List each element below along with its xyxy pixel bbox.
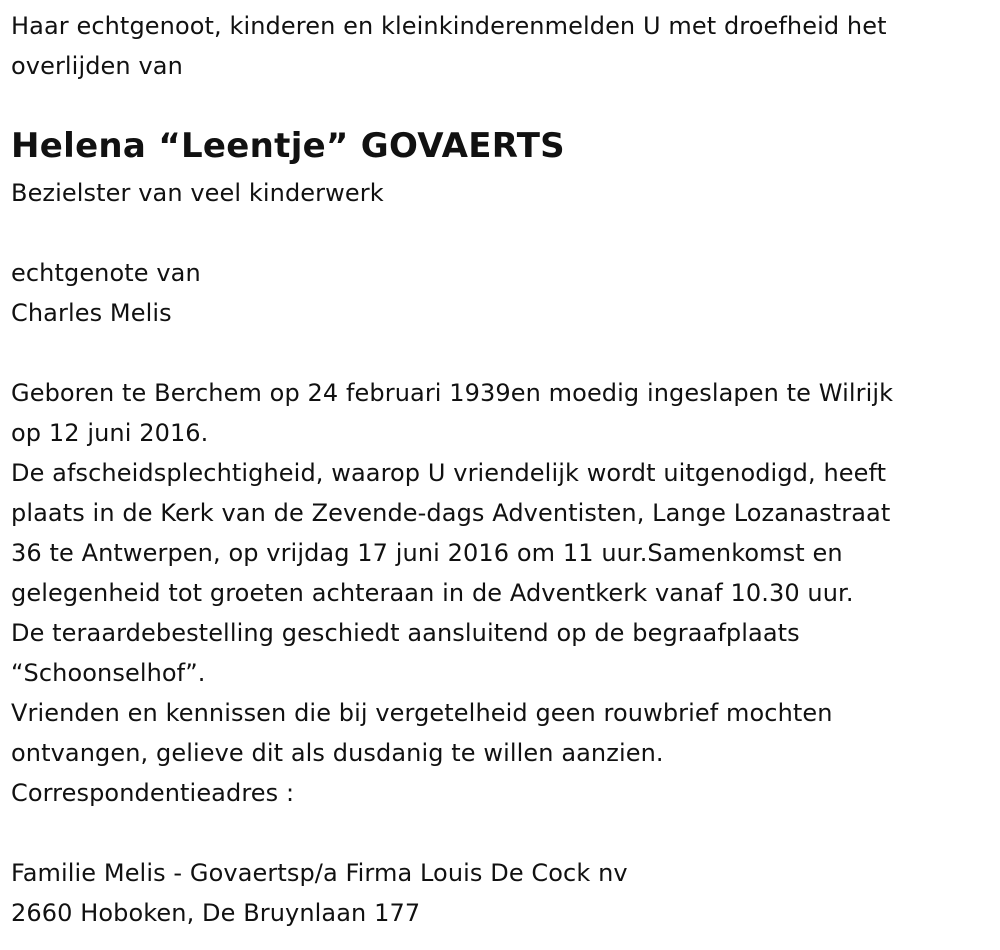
body-line-9: Vrienden en kennissen die bij vergetelheid geen rouwbrief mochten (11, 699, 833, 727)
address-line-1: Familie Melis - Govaertsp/a Firma Louis De Cock nv (11, 859, 628, 887)
intro-line-1: Haar echtgenoot, kinderen en kleinkinderenmelden U met droefheid het (11, 12, 887, 40)
body-line-4: plaats in de Kerk van de Zevende-dags Adventisten, Lange Lozanastraat (11, 499, 891, 527)
intro-line-2: overlijden van (11, 52, 183, 80)
body-line-7: De teraardebestelling geschiedt aansluitend op de begraafplaats (11, 619, 800, 647)
spouse-name: Charles Melis (11, 299, 172, 327)
body-line-2: op 12 juni 2016. (11, 419, 209, 447)
body-line-5: 36 te Antwerpen, op vrijdag 17 juni 2016 om 11 uur.Samenkomst en (11, 539, 843, 567)
deceased-subtitle: Bezielster van veel kinderwerk (11, 179, 384, 207)
body-line-6: gelegenheid tot groeten achteraan in de Adventkerk vanaf 10.30 uur. (11, 579, 854, 607)
address-line-2: 2660 Hoboken, De Bruynlaan 177 (11, 899, 421, 927)
body-line-8: “Schoonselhof”. (11, 659, 206, 687)
body-line-1: Geboren te Berchem op 24 februari 1939en moedig ingeslapen te Wilrijk (11, 379, 894, 407)
deceased-name: Helena “Leentje” GOVAERTS (11, 126, 565, 166)
spouse-label: echtgenote van (11, 259, 201, 287)
body-line-11: Correspondentieadres : (11, 779, 295, 807)
body-line-3: De afscheidsplechtigheid, waarop U vriendelijk wordt uitgenodigd, heeft (11, 459, 887, 487)
body-line-10: ontvangen, gelieve dit als dusdanig te willen aanzien. (11, 739, 664, 767)
